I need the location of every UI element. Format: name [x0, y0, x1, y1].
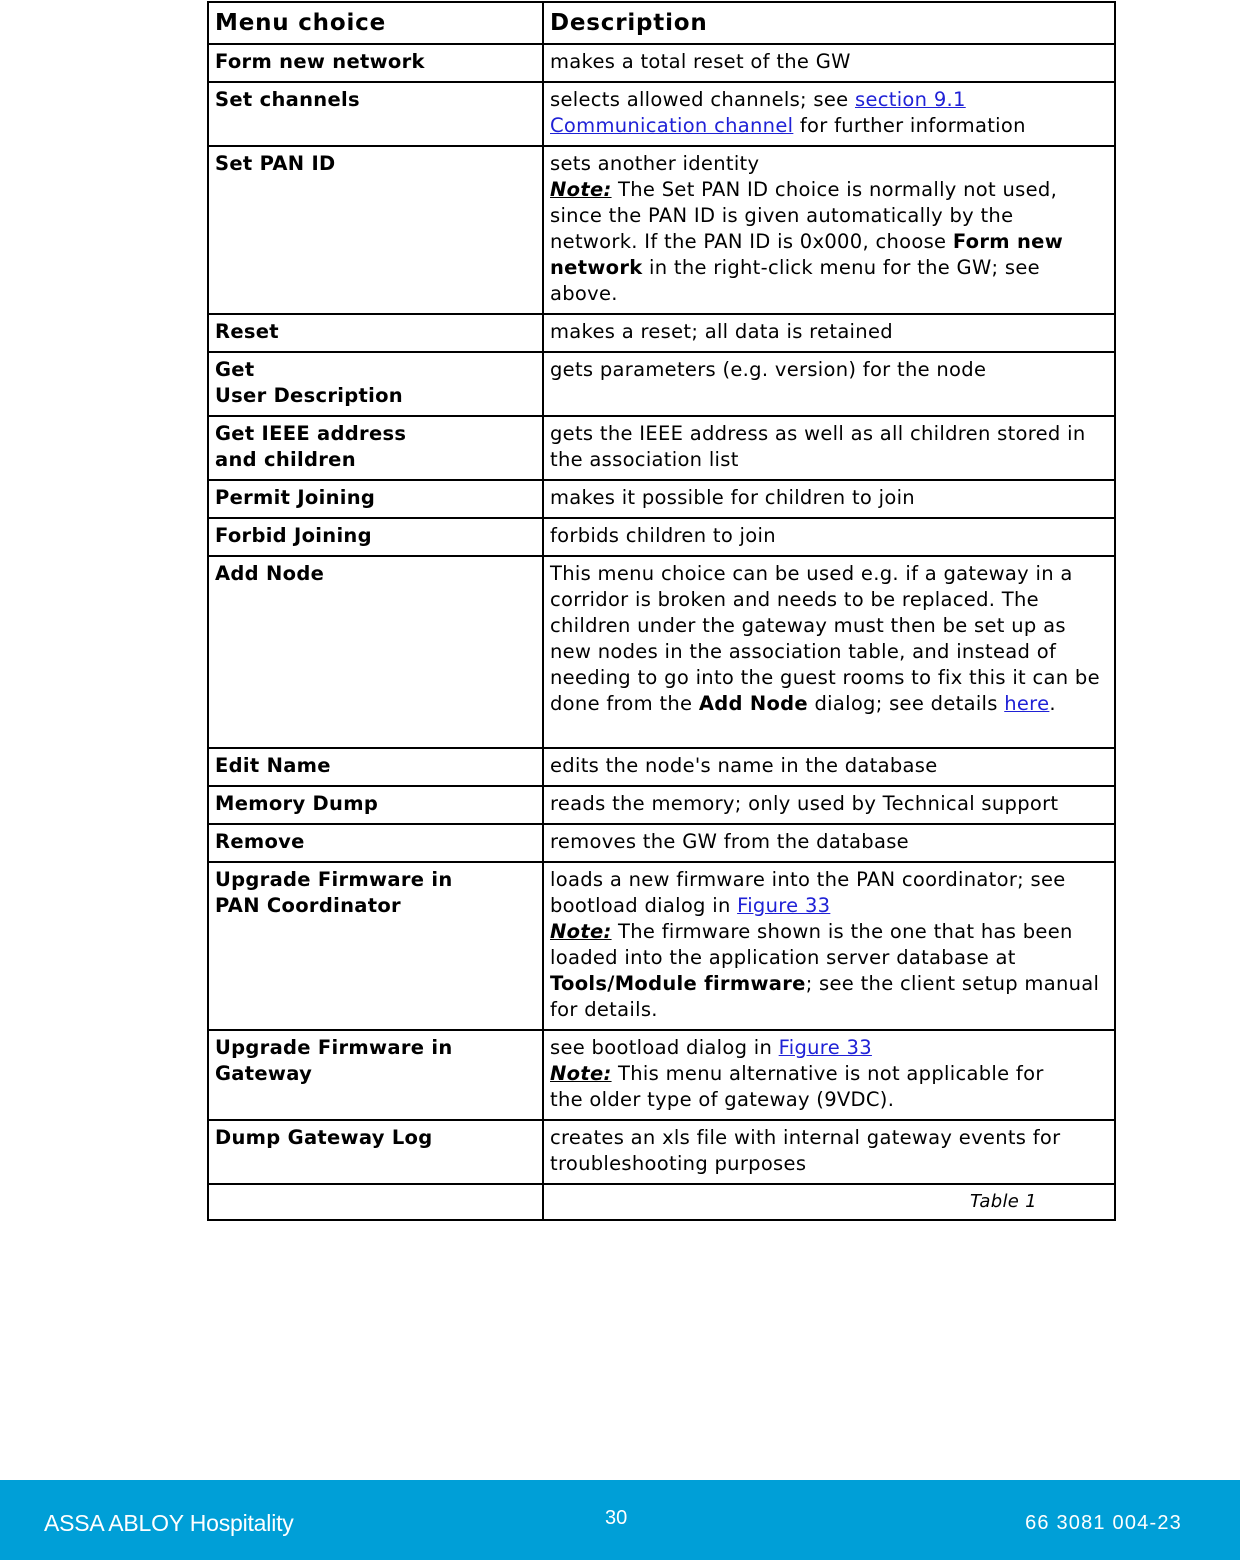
description-cell: loads a new firmware into the PAN coordinator; see bootload dialog in Figure 33 Note: The firmware shown is the one that has been loaded into the application server database at Tools/Module firmware; see the client setup manual for details.: [543, 862, 1115, 1030]
table-row: [208, 824, 1115, 862]
description-cell: makes it possible for children to join: [543, 480, 1115, 518]
menu-choice-cell: Upgrade Firmware in Gateway: [208, 1030, 543, 1120]
menu-choice-cell: Set PAN ID: [208, 146, 543, 314]
menu-choice-cell: Memory Dump: [208, 786, 543, 824]
caption-cell: [543, 1184, 1115, 1220]
table-caption-row: [208, 1184, 1115, 1220]
description-cell: see bootload dialog in Figure 33 Note: This menu alternative is not applicable for the older type of gateway (9VDC).: [543, 1030, 1115, 1120]
figure-33-link[interactable]: Figure 33: [778, 1036, 872, 1059]
table-row: [208, 352, 1115, 416]
menu-choice-cell: Reset: [208, 314, 543, 352]
table-row: [208, 862, 1115, 1030]
menu-choice-cell: Form new network: [208, 44, 543, 82]
header-menu-choice: Menu choice: [208, 2, 543, 44]
description-cell: makes a reset; all data is retained: [543, 314, 1115, 352]
page-number: 30: [605, 1507, 628, 1529]
table-row: [208, 44, 1115, 82]
table-row: [208, 146, 1115, 314]
description-cell: selects allowed channels; see section 9.1 Communication channel for further information: [543, 82, 1115, 146]
document-number: 66 3081 004-23: [1025, 1512, 1182, 1534]
menu-choice-cell: Edit Name: [208, 748, 543, 786]
table-row: [208, 314, 1115, 352]
note-label: Note:: [550, 1062, 612, 1085]
table-row: [208, 518, 1115, 556]
table-header-row: [208, 2, 1115, 44]
table-row: [208, 416, 1115, 480]
here-link[interactable]: here: [1004, 692, 1050, 715]
menu-choice-cell: Dump Gateway Log: [208, 1120, 543, 1184]
description-cell: gets the IEEE address as well as all children stored in the association list: [543, 416, 1115, 480]
description-cell: gets parameters (e.g. version) for the node: [543, 352, 1115, 416]
menu-choice-cell: Add Node: [208, 556, 543, 748]
menu-choice-cell: Forbid Joining: [208, 518, 543, 556]
table-row: [208, 786, 1115, 824]
table-row: [208, 82, 1115, 146]
note-label: Note:: [550, 920, 612, 943]
table-row: [208, 480, 1115, 518]
table-row: [208, 748, 1115, 786]
description-cell: sets another identity Note: The Set PAN ID choice is normally not used, since the PAN ID is given automatically by the network. If the PAN ID is 0x000, choose Form new network in the right-click menu for the GW; see above.: [543, 146, 1115, 314]
description-cell: This menu choice can be used e.g. if a gateway in a corridor is broken and needs to be replaced. The children under the gateway must then be set up as new nodes in the association table, and instead of needing to go into the guest rooms to fix this it can be done from the Add Node dialog; see details here.: [543, 556, 1115, 748]
table-caption: Table 1: [970, 1191, 1037, 1212]
menu-choice-table: [207, 1, 1116, 1221]
description-cell: reads the memory; only used by Technical support: [543, 786, 1115, 824]
note-label: Note:: [550, 178, 612, 201]
description-cell: edits the node's name in the database: [543, 748, 1115, 786]
description-cell: removes the GW from the database: [543, 824, 1115, 862]
menu-choice-cell: Get IEEE address and children: [208, 416, 543, 480]
table-row: [208, 556, 1115, 748]
description-cell: creates an xls file with internal gateway events for troubleshooting purposes: [543, 1120, 1115, 1184]
description-cell: makes a total reset of the GW: [543, 44, 1115, 82]
brand-name: ASSA ABLOY Hospitality: [44, 1510, 294, 1536]
menu-choice-cell: Remove: [208, 824, 543, 862]
figure-33-link[interactable]: Figure 33: [737, 894, 831, 917]
page-footer: [0, 1480, 1240, 1560]
table-row: [208, 1120, 1115, 1184]
table-row: [208, 1030, 1115, 1120]
section-link[interactable]: section 9.1: [854, 88, 966, 111]
menu-choice-cell: Upgrade Firmware in PAN Coordinator: [208, 862, 543, 1030]
header-description: Description: [543, 2, 1115, 44]
communication-channel-link[interactable]: Communication channel: [550, 114, 794, 137]
empty-cell: [208, 1184, 543, 1220]
menu-choice-cell: Permit Joining: [208, 480, 543, 518]
menu-choice-cell: Set channels: [208, 82, 543, 146]
menu-choice-cell: Get User Description: [208, 352, 543, 416]
description-cell: forbids children to join: [543, 518, 1115, 556]
